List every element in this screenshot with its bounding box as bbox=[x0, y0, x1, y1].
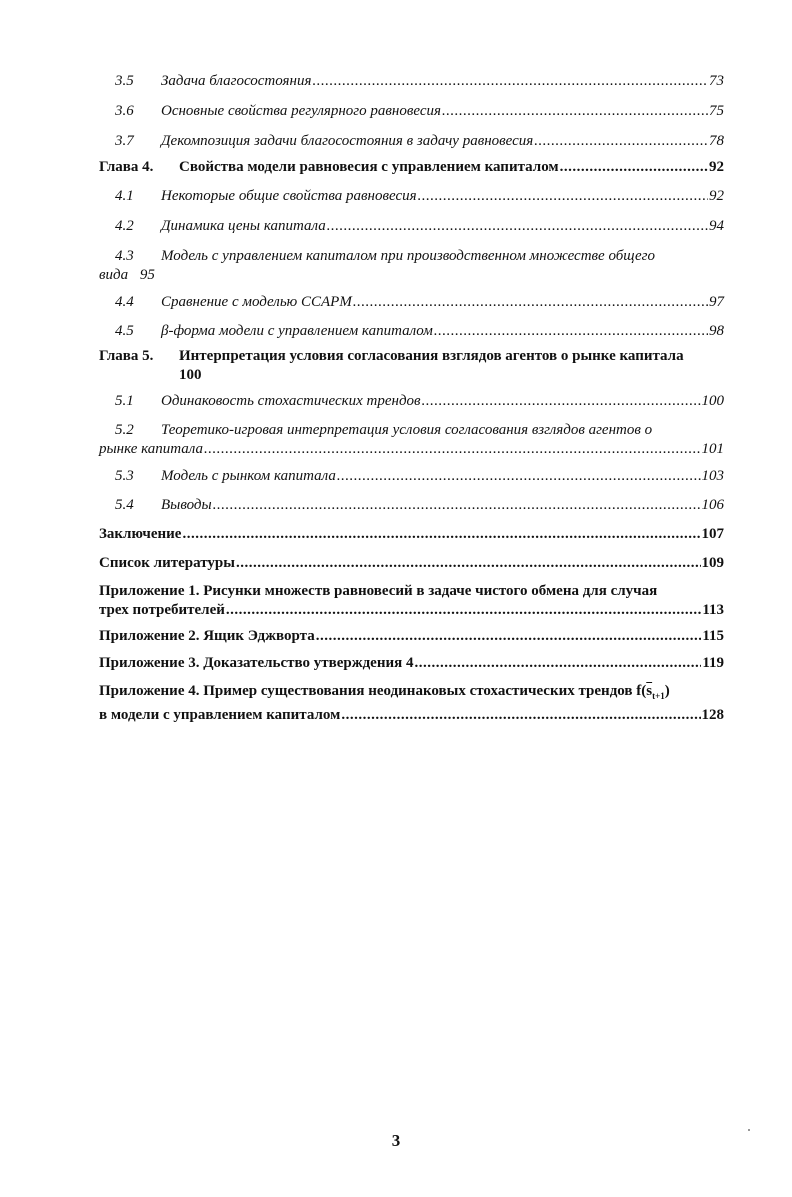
entry-title-line2: в модели с управлением капиталом bbox=[99, 707, 341, 723]
chapter-title: Интерпретация условия согласования взглядов агентов о рынке капитала bbox=[179, 348, 684, 364]
formula-subscript: t+1 bbox=[652, 691, 665, 701]
toc-entry-5-2 bbox=[99, 421, 724, 459]
leader-dots bbox=[213, 496, 701, 515]
leader-dots bbox=[236, 554, 701, 573]
page-ref: 119 bbox=[702, 655, 724, 671]
section-title-line1: Модель с управлением капиталом при производственном множестве общего bbox=[161, 248, 656, 264]
section-title-line2: рынке капитала bbox=[99, 441, 204, 457]
toc-appendix-2 bbox=[99, 627, 724, 646]
scan-speck bbox=[748, 1129, 750, 1131]
section-number: 4.4 bbox=[115, 294, 134, 310]
section-title: Выводы bbox=[161, 497, 212, 513]
page-ref: 94 bbox=[709, 218, 724, 234]
entry-title-line1: Приложение 4. Пример существования неодинаковых стохастических трендов bbox=[99, 683, 633, 699]
section-title: Динамика цены капитала bbox=[161, 218, 326, 234]
section-title: Задача благосостояния bbox=[161, 73, 312, 89]
section-number: 3.7 bbox=[115, 133, 134, 149]
toc-entry-4-4 bbox=[99, 293, 724, 312]
toc-entry-5-3 bbox=[99, 467, 724, 486]
entry-title: Приложение 2. Ящик Эджворта bbox=[99, 628, 315, 644]
toc-appendix-1 bbox=[99, 582, 724, 620]
toc-appendix-3 bbox=[99, 654, 724, 673]
toc-entry-3-7 bbox=[99, 132, 724, 151]
page-ref: 109 bbox=[701, 555, 724, 571]
leader-dots bbox=[422, 392, 701, 411]
entry-title: Приложение 3. Доказательство утверждения 4 bbox=[99, 655, 414, 671]
page-ref: 101 bbox=[701, 441, 724, 457]
chapter-number: Глава 5. bbox=[99, 348, 154, 364]
section-title: Модель с рынком капитала bbox=[161, 468, 336, 484]
toc-chapter-4 bbox=[99, 158, 724, 177]
page-ref: 73 bbox=[709, 73, 724, 89]
section-title: Некоторые общие свойства равновесия bbox=[161, 188, 417, 204]
page-ref: 100 bbox=[701, 393, 724, 409]
toc-entry-4-3 bbox=[99, 247, 724, 285]
toc-entry-4-2 bbox=[99, 217, 724, 236]
entry-title-line1: Приложение 1. Рисунки множеств равновесий в задаче чистого обмена для случая bbox=[99, 583, 658, 599]
toc-entry-5-1 bbox=[99, 392, 724, 411]
toc-chapter-5 bbox=[99, 347, 724, 385]
section-number: 4.1 bbox=[115, 188, 134, 204]
page-ref: 115 bbox=[702, 628, 724, 644]
page-ref: 78 bbox=[709, 133, 724, 149]
page-ref: 95 bbox=[139, 267, 155, 283]
section-number: 5.3 bbox=[115, 468, 134, 484]
leader-dots bbox=[341, 706, 700, 725]
entry-title: Список литературы bbox=[99, 555, 235, 571]
section-title: Декомпозиция задачи благосостояния в задачу равновесия bbox=[161, 133, 534, 149]
section-number: 4.5 bbox=[115, 323, 134, 339]
toc-entry-4-5 bbox=[99, 322, 724, 341]
leader-dots bbox=[182, 525, 700, 544]
leader-dots bbox=[316, 627, 702, 646]
section-number: 3.6 bbox=[115, 103, 134, 119]
page-ref: 107 bbox=[701, 526, 724, 542]
table-of-contents bbox=[99, 64, 724, 723]
section-title-line1: Теоретико-игровая интерпретация условия согласования взглядов агентов о bbox=[161, 422, 653, 438]
chapter-title: Свойства модели равновесия с управлением капиталом bbox=[179, 159, 559, 175]
toc-entry-3-5 bbox=[99, 72, 724, 91]
section-title: Основные свойства регулярного равновесия bbox=[161, 103, 441, 119]
entry-title: Заключение bbox=[99, 526, 182, 542]
leader-dots bbox=[337, 467, 701, 486]
section-number: 5.4 bbox=[115, 497, 134, 513]
page-ref: 97 bbox=[709, 294, 724, 310]
page-ref: 92 bbox=[709, 159, 724, 175]
leader-dots bbox=[312, 72, 708, 91]
chapter-number: Глава 4. bbox=[99, 159, 154, 175]
section-number: 3.5 bbox=[115, 73, 134, 89]
leader-dots bbox=[353, 293, 708, 312]
beta-symbol: β bbox=[161, 323, 169, 339]
formula-f: f( bbox=[636, 683, 647, 699]
toc-references bbox=[99, 554, 724, 573]
section-number: 4.3 bbox=[115, 248, 134, 264]
section-title-line2: вида bbox=[99, 267, 129, 283]
page-ref: 98 bbox=[709, 323, 724, 339]
page-ref: 113 bbox=[702, 602, 724, 618]
page-ref: 75 bbox=[709, 103, 724, 119]
page-ref: 106 bbox=[701, 497, 724, 513]
leader-dots bbox=[418, 187, 708, 206]
leader-dots bbox=[204, 440, 700, 459]
toc-appendix-4 bbox=[99, 682, 724, 725]
toc-entry-4-1 bbox=[99, 187, 724, 206]
trend-formula bbox=[636, 683, 669, 699]
page-number: 3 bbox=[391, 1131, 401, 1150]
page-ref: 103 bbox=[701, 468, 724, 484]
toc-entry-5-4 bbox=[99, 496, 724, 515]
formula-s: $\overline{s}$ bbox=[646, 683, 653, 699]
toc-entry-3-6 bbox=[99, 102, 724, 121]
leader-dots bbox=[534, 132, 708, 151]
page-ref: 128 bbox=[701, 707, 724, 723]
formula-close: ) bbox=[664, 683, 670, 699]
leader-dots bbox=[415, 654, 702, 673]
section-title: -форма модели с управлением капиталом bbox=[168, 323, 433, 339]
leader-dots bbox=[434, 322, 708, 341]
entry-title-line2: трех потребителей bbox=[99, 602, 225, 618]
page-ref: 92 bbox=[709, 188, 724, 204]
leader-dots bbox=[327, 217, 708, 236]
section-title: Сравнение с моделью CCAPM bbox=[161, 294, 352, 310]
section-title: Одинаковость стохастических трендов bbox=[161, 393, 421, 409]
section-number: 5.2 bbox=[115, 422, 134, 438]
leader-dots bbox=[442, 102, 708, 121]
section-number: 5.1 bbox=[115, 393, 134, 409]
section-number: 4.2 bbox=[115, 218, 134, 234]
leader-dots bbox=[226, 601, 701, 620]
leader-dots bbox=[560, 158, 708, 177]
toc-conclusion bbox=[99, 525, 724, 544]
page-ref: 100 bbox=[179, 367, 202, 383]
